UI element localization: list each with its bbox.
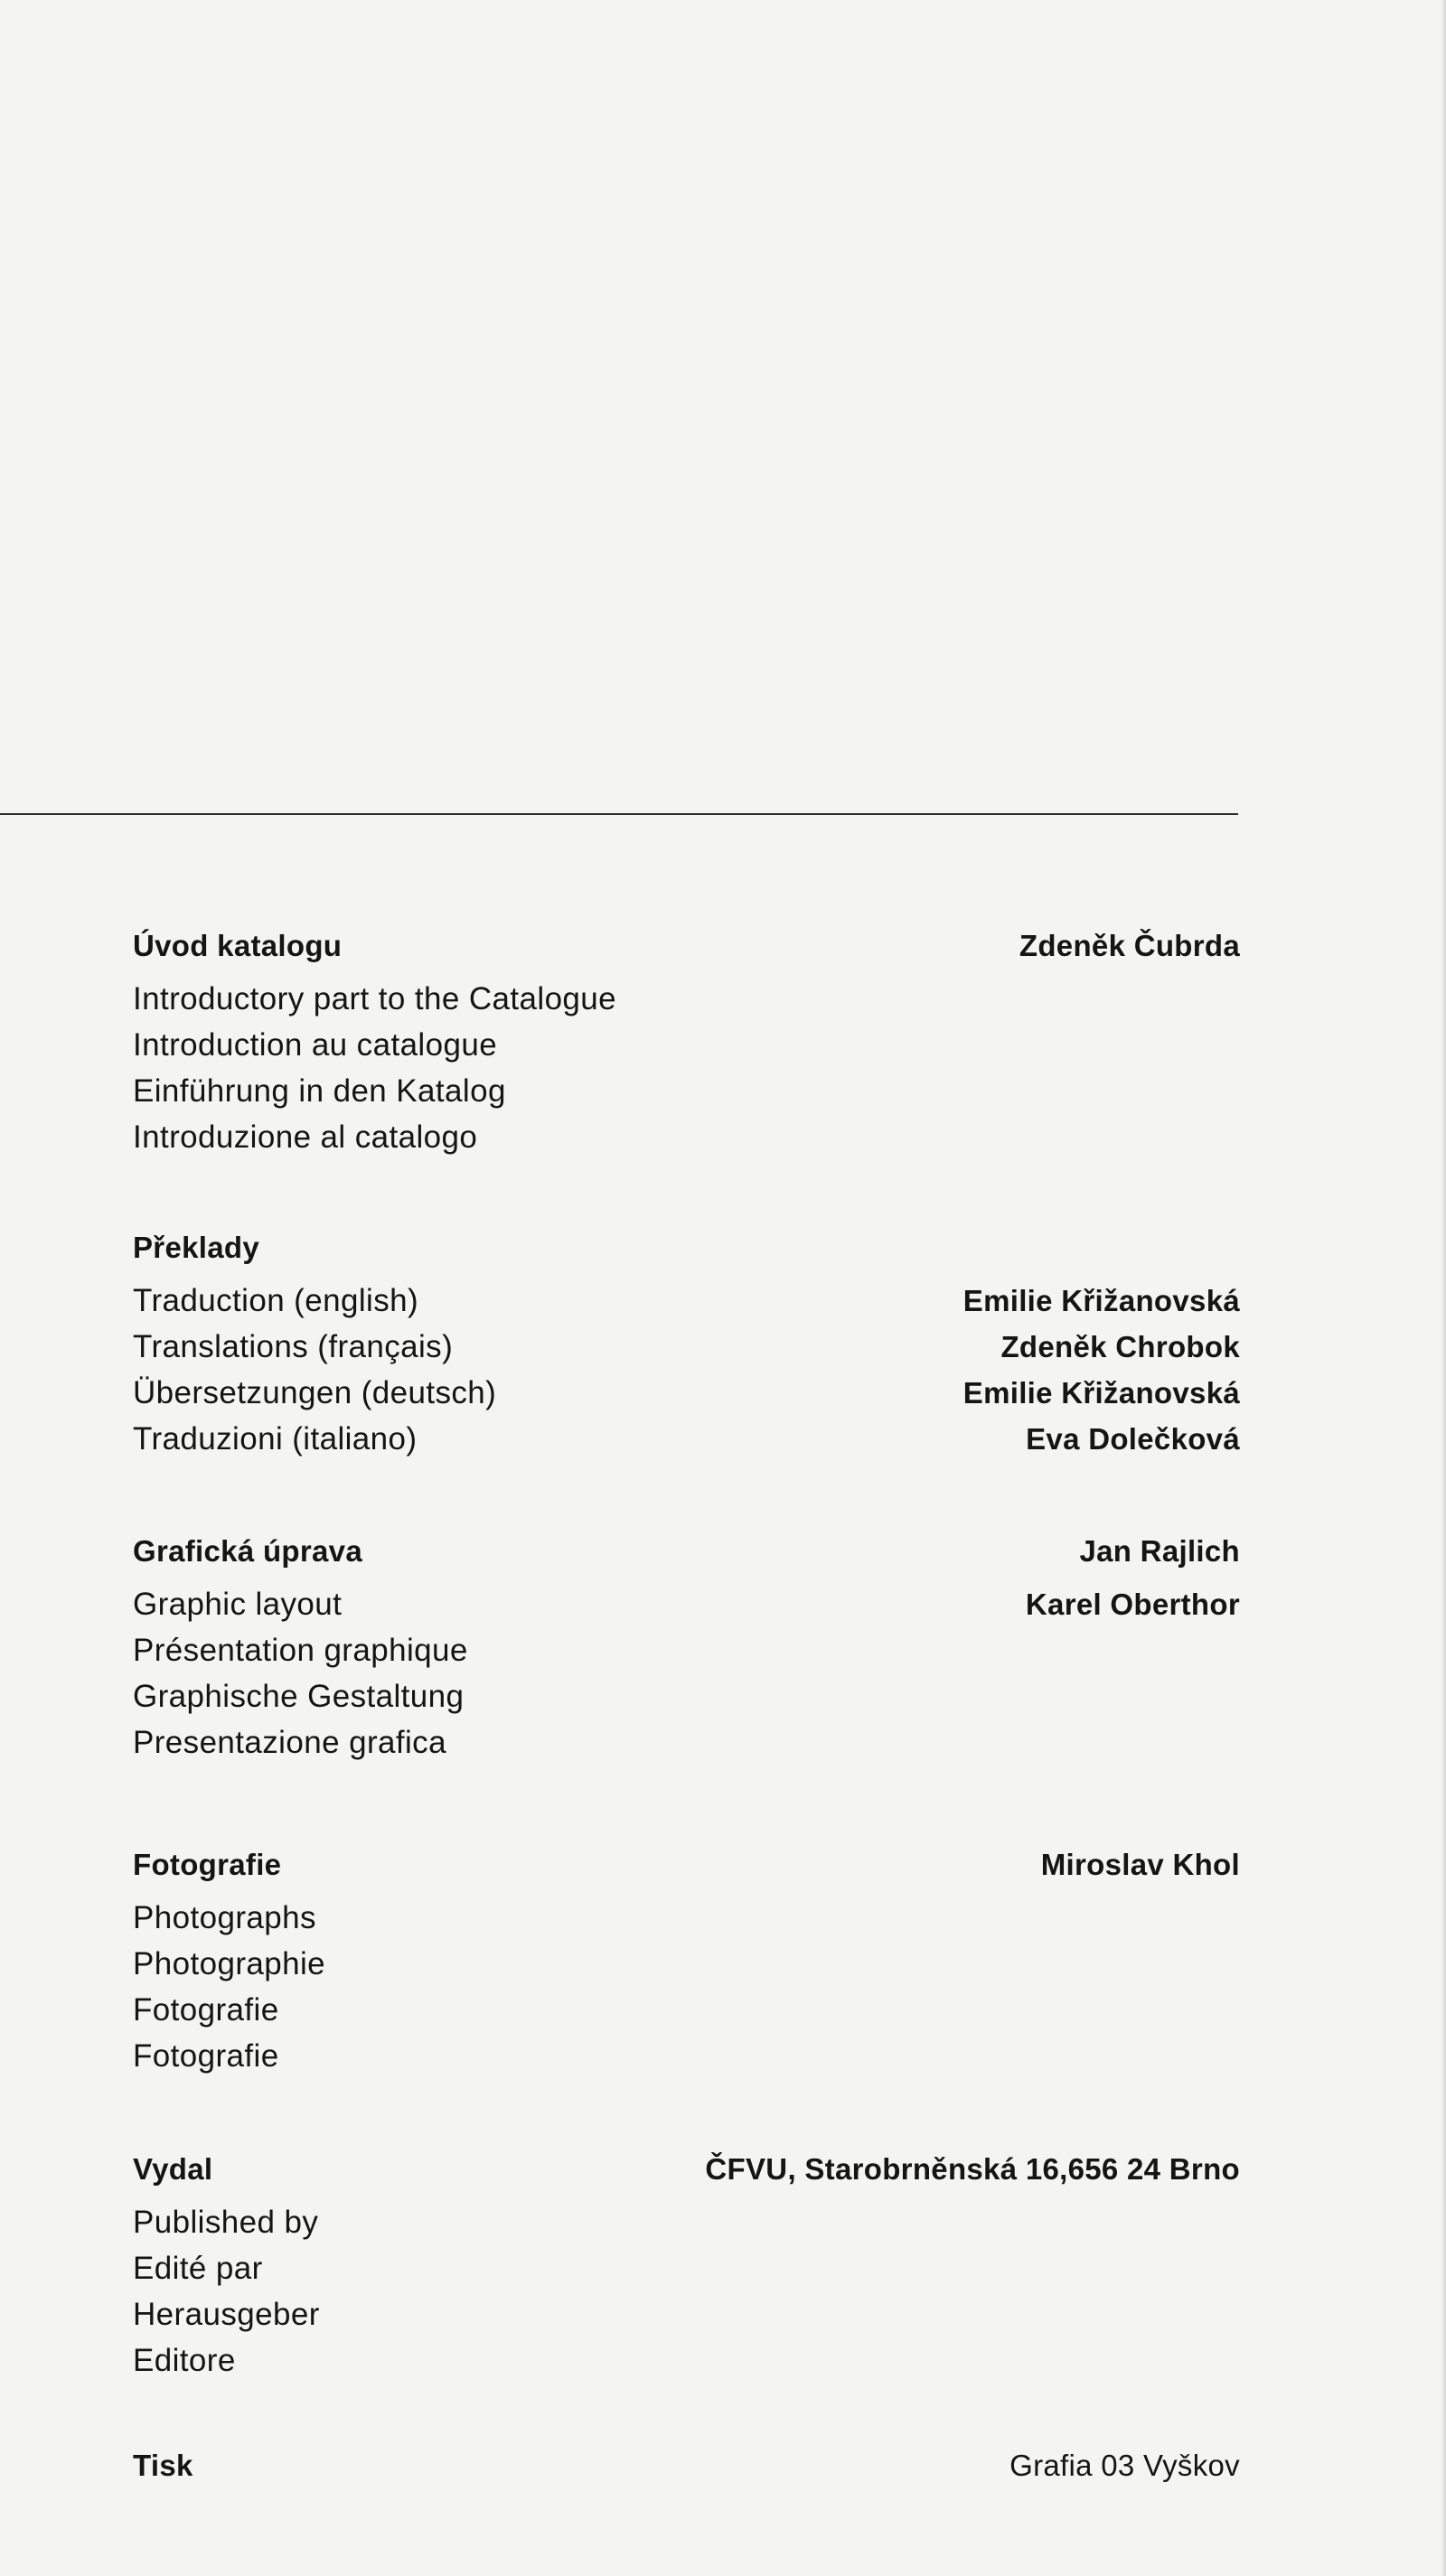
credit-line: Emilie Křižanovská [962,1284,1240,1317]
section-credit: ČFVU, Starobrněnská 16,656 24 Brno [705,2152,1240,2186]
translation-line: Traduction (english) [133,1283,419,1318]
translation-line: Published by [133,2205,319,2240]
translation-line: Edité par [133,2251,263,2286]
translation-line: Editore [133,2343,236,2378]
section-translations [133,1227,1240,1462]
credit-line: Emilie Křižanovská [962,1376,1240,1410]
section-heading: Grafická úprava [133,1534,362,1568]
translation-line: Photographs [133,1900,316,1935]
section-heading: Překlady [133,1231,259,1264]
section-credit: Zdeněk Čubrda [1019,929,1240,962]
section-publisher [133,2149,1240,2384]
translation-line: Graphische Gestaltung [133,1679,465,1714]
translation-line: Fotografie [133,1992,279,2028]
section-heading: Úvod katalogu [133,929,343,962]
section-heading: Fotografie [133,1848,282,1881]
credit-line: Zdeněk Chrobok [1000,1330,1240,1363]
translation-line: Translations (français) [133,1329,454,1364]
horizontal-rule [0,813,1238,815]
section-photographs [133,1844,1240,2079]
section-heading: Tisk [133,2449,193,2482]
section-credit: Miroslav Khol [1040,1848,1240,1881]
translation-line: Fotografie [133,2038,279,2074]
section-printer [133,2445,1240,2487]
translation-line: Introduzione al catalogo [133,1119,478,1155]
section-credit: Jan Rajlich [1079,1534,1240,1568]
scan-edge [1442,0,1446,2576]
section-introduction [133,925,1240,1160]
credit-line: Eva Dolečková [1026,1422,1240,1456]
translation-line: Photographie [133,1946,326,1981]
translation-line: Introductory part to the Catalogue [133,981,617,1016]
translation-line: Herausgeber [133,2297,320,2332]
translation-line: Graphic layout [133,1587,343,1622]
translation-line: Présentation graphique [133,1633,468,1668]
section-graphic-layout [133,1531,1240,1766]
translation-line: Introduction au catalogue [133,1027,498,1063]
section-heading: Vydal [133,2152,213,2186]
translation-line: Traduzioni (italiano) [133,1421,418,1457]
translation-line: Einführung in den Katalog [133,1073,506,1109]
credit-line: Karel Oberthor [1025,1588,1240,1621]
translation-line: Übersetzungen (deutsch) [133,1375,497,1410]
translation-line: Presentazione grafica [133,1725,446,1760]
section-credit: Grafia 03 Vyškov [1009,2449,1240,2482]
